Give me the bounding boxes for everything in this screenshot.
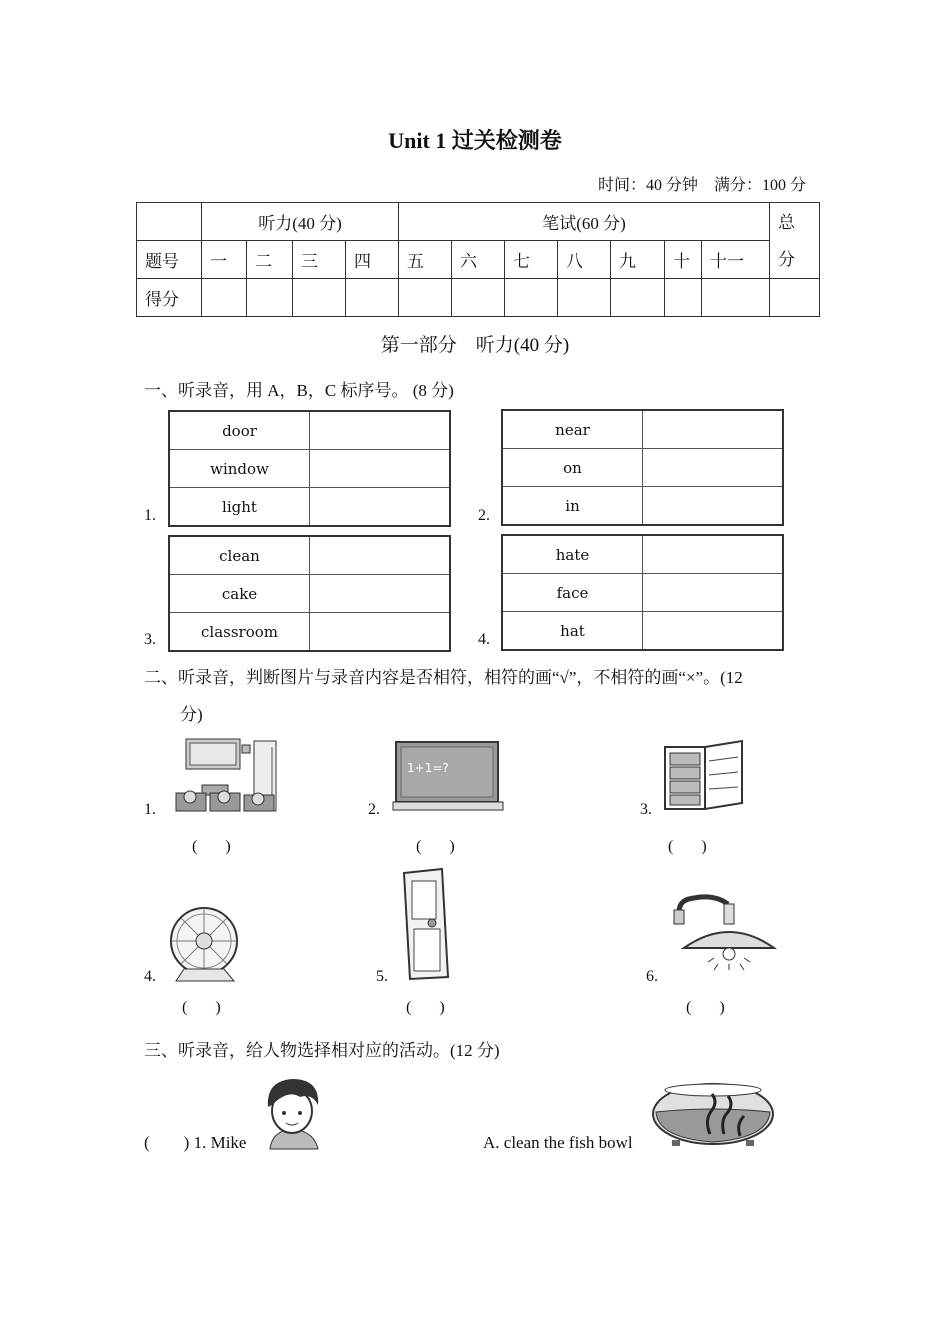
answer-paren[interactable]: ( ) (182, 999, 221, 1016)
answer-cell[interactable] (310, 488, 451, 527)
group-number: 1. (144, 507, 156, 524)
q-number: 八 (558, 241, 611, 279)
answer-cell[interactable] (643, 487, 784, 526)
answer-cell[interactable] (643, 535, 784, 574)
item-number: 6. (646, 968, 658, 985)
word-table-4 (501, 534, 784, 651)
blackboard-icon (393, 741, 505, 813)
q3-instruction: 三、听录音，给人物选择相对应的活动。(12 分) (144, 1041, 500, 1060)
writing-header: 笔试(60 分) (399, 203, 770, 241)
q1-instruction: 一、听录音，用 A，B，C 标序号。 (8 分) (144, 381, 454, 400)
score-table (136, 202, 820, 317)
q-number: 十 (665, 241, 702, 279)
word: on (502, 449, 643, 487)
score-cell[interactable] (202, 279, 247, 317)
group-number: 2. (478, 507, 490, 524)
door-icon (402, 869, 452, 981)
q-number: 五 (399, 241, 452, 279)
q3-person-item[interactable]: ( ) 1. Mike (144, 1133, 247, 1152)
page-title: Unit 1 过关检测卷 (388, 128, 562, 153)
exam-meta: 时间：40 分钟 满分：100 分 (597, 177, 806, 194)
q-number: 四 (346, 241, 399, 279)
answer-cell[interactable] (643, 410, 784, 449)
word-table-2 (501, 409, 784, 526)
q-number: 三 (293, 241, 346, 279)
word: face (502, 574, 643, 612)
answer-paren[interactable]: ( ) (668, 838, 707, 855)
word: near (502, 410, 643, 449)
listening-header: 听力(40 分) (202, 203, 399, 241)
word: light (169, 488, 310, 527)
word-table-1 (168, 410, 451, 527)
answer-cell[interactable] (310, 411, 451, 450)
item-number: 3. (640, 801, 652, 818)
item-number: 4. (144, 968, 156, 985)
word: door (169, 411, 310, 450)
part-title: 第一部分 听力(40 分) (380, 335, 570, 356)
answer-cell[interactable] (310, 575, 451, 613)
boy-icon (262, 1075, 324, 1151)
group-number: 3. (144, 631, 156, 648)
q-number: 六 (452, 241, 505, 279)
q-number: 七 (505, 241, 558, 279)
answer-cell[interactable] (643, 612, 784, 651)
score-cell[interactable] (505, 279, 558, 317)
score-cell[interactable] (293, 279, 346, 317)
fish-bowl-icon (650, 1080, 776, 1150)
classroom-icon (172, 737, 282, 815)
answer-paren[interactable]: ( ) (192, 838, 231, 855)
word: classroom (169, 613, 310, 652)
lamp-icon (674, 886, 778, 972)
q2-instruction-cont: 分) (180, 705, 203, 724)
answer-paren[interactable]: ( ) (406, 999, 445, 1016)
score-cell[interactable] (702, 279, 770, 317)
window-icon (664, 741, 744, 811)
score-cell[interactable] (665, 279, 702, 317)
q-number: 十一 (702, 241, 770, 279)
q3-activity-a[interactable]: A. clean the fish bowl (483, 1133, 633, 1152)
score-cell[interactable] (399, 279, 452, 317)
fan-icon (168, 905, 244, 985)
row-label-number: 题号 (137, 241, 202, 279)
q-number: 九 (611, 241, 665, 279)
word: cake (169, 575, 310, 613)
q-number: 一 (202, 241, 247, 279)
answer-cell[interactable] (643, 574, 784, 612)
score-cell[interactable] (247, 279, 293, 317)
word-table-3 (168, 535, 451, 652)
q2-instruction: 二、听录音，判断图片与录音内容是否相符，相符的画“√”，不相符的画“×”。(12 (144, 668, 743, 687)
answer-cell[interactable] (643, 449, 784, 487)
score-cell[interactable] (611, 279, 665, 317)
score-cell[interactable] (770, 279, 820, 317)
item-number: 1. (144, 801, 156, 818)
answer-cell[interactable] (310, 450, 451, 488)
group-number: 4. (478, 631, 490, 648)
word: hat (502, 612, 643, 651)
q-number: 二 (247, 241, 293, 279)
score-cell[interactable] (452, 279, 505, 317)
answer-cell[interactable] (310, 613, 451, 652)
row-label-score: 得分 (137, 279, 202, 317)
word: in (502, 487, 643, 526)
board-text: 1+1=? (407, 761, 449, 775)
total-header: 总 分 (770, 203, 820, 279)
score-cell[interactable] (346, 279, 399, 317)
answer-paren[interactable]: ( ) (416, 838, 455, 855)
answer-paren[interactable]: ( ) (686, 999, 725, 1016)
word: window (169, 450, 310, 488)
item-number: 5. (376, 968, 388, 985)
item-number: 2. (368, 801, 380, 818)
answer-cell[interactable] (310, 536, 451, 575)
score-cell[interactable] (558, 279, 611, 317)
word: hate (502, 535, 643, 574)
word: clean (169, 536, 310, 575)
